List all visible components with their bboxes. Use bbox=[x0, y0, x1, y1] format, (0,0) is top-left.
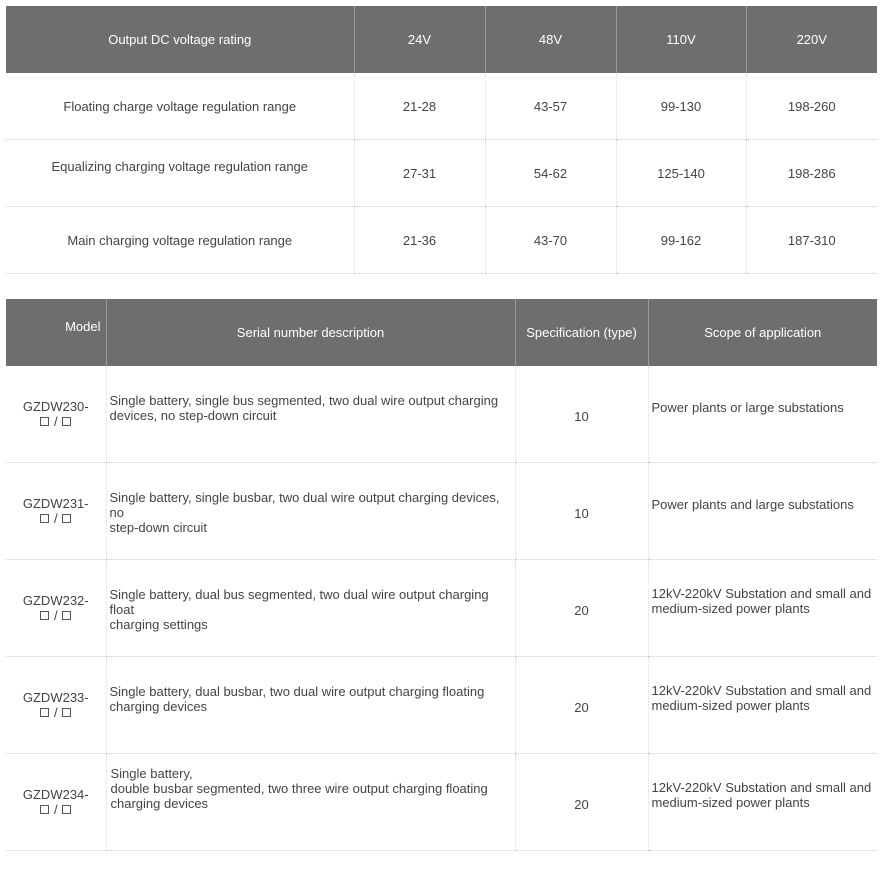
row-label: Main charging voltage regulation range bbox=[6, 207, 354, 274]
model-cell bbox=[6, 754, 106, 851]
model-separator: / bbox=[53, 511, 58, 526]
placeholder-box-icon bbox=[62, 417, 71, 426]
header-48v: 48V bbox=[485, 6, 616, 73]
voltage-rating-table bbox=[6, 6, 877, 274]
row-label: Floating charge voltage regulation range bbox=[6, 73, 354, 140]
table-row bbox=[6, 207, 877, 274]
table-row bbox=[6, 560, 877, 657]
scope-line: 12kV-220kV Substation and small and bbox=[651, 586, 872, 601]
description-line: double busbar segmented, two three wire output charging floating bbox=[110, 781, 488, 796]
placeholder-box-icon bbox=[62, 514, 71, 523]
model-table bbox=[6, 299, 877, 851]
header-specification: Specification (type) bbox=[515, 299, 648, 366]
cell-value: 43-70 bbox=[485, 207, 616, 274]
description-cell bbox=[106, 366, 515, 463]
cell-value: 99-162 bbox=[616, 207, 746, 274]
scope-line: Power plants and large substations bbox=[651, 497, 854, 512]
description-line: Single battery, single bus segmented, two dual wire output charging bbox=[109, 393, 499, 408]
description-line: Single battery, dual busbar, two dual wire output charging floating bbox=[109, 684, 485, 699]
cell-value: 99-130 bbox=[616, 73, 746, 140]
placeholder-box-icon bbox=[40, 417, 49, 426]
scope-cell bbox=[648, 754, 877, 851]
scope-line: medium-sized power plants bbox=[651, 698, 810, 713]
scope-line: medium-sized power plants bbox=[651, 795, 810, 810]
cell-value: 187-310 bbox=[746, 207, 877, 274]
spec-cell: 10 bbox=[515, 463, 648, 560]
description-line: Single battery, dual bus segmented, two dual wire output charging float bbox=[109, 587, 489, 617]
model-code: GZDW232- bbox=[22, 593, 89, 608]
voltage-table-header-row bbox=[6, 6, 877, 73]
cell-value: 198-286 bbox=[746, 140, 877, 207]
model-code: GZDW231- bbox=[22, 496, 89, 511]
header-serial-number-description: Serial number description bbox=[106, 299, 515, 366]
header-110v: 110V bbox=[616, 6, 746, 73]
scope-line: Power plants or large substations bbox=[651, 400, 844, 415]
model-cell bbox=[6, 463, 106, 560]
model-cell bbox=[6, 560, 106, 657]
spec-cell: 20 bbox=[515, 657, 648, 754]
scope-cell bbox=[648, 657, 877, 754]
description-cell bbox=[106, 657, 515, 754]
description-line: Single battery, bbox=[110, 766, 193, 781]
table-row bbox=[6, 140, 877, 207]
scope-line: 12kV-220kV Substation and small and bbox=[651, 683, 872, 698]
placeholder-box-icon bbox=[40, 514, 49, 523]
placeholder-box-icon bbox=[62, 805, 71, 814]
model-table-header-row bbox=[6, 299, 877, 366]
spec-cell: 10 bbox=[515, 366, 648, 463]
cell-value: 21-28 bbox=[354, 73, 485, 140]
model-separator: / bbox=[53, 802, 58, 817]
description-line: step-down circuit bbox=[109, 520, 208, 535]
description-cell bbox=[106, 463, 515, 560]
description-line: charging settings bbox=[109, 617, 208, 632]
table-row bbox=[6, 366, 877, 463]
scope-cell bbox=[648, 560, 877, 657]
spec-cell: 20 bbox=[515, 754, 648, 851]
header-24v: 24V bbox=[354, 6, 485, 73]
table-row bbox=[6, 657, 877, 754]
cell-value: 21-36 bbox=[354, 207, 485, 274]
cell-value: 125-140 bbox=[616, 140, 746, 207]
cell-value: 43-57 bbox=[485, 73, 616, 140]
model-separator: / bbox=[53, 608, 58, 623]
model-separator: / bbox=[53, 414, 58, 429]
header-scope-of-application: Scope of application bbox=[648, 299, 877, 366]
scope-line: medium-sized power plants bbox=[651, 601, 810, 616]
header-model: Model bbox=[6, 299, 106, 366]
cell-value: 54-62 bbox=[485, 140, 616, 207]
scope-cell bbox=[648, 463, 877, 560]
model-code: GZDW234- bbox=[22, 787, 89, 802]
model-code: GZDW233- bbox=[22, 690, 89, 705]
model-cell bbox=[6, 366, 106, 463]
model-code: GZDW230- bbox=[22, 399, 89, 414]
description-cell bbox=[106, 754, 515, 851]
placeholder-box-icon bbox=[40, 611, 49, 620]
spec-cell: 20 bbox=[515, 560, 648, 657]
description-cell bbox=[106, 560, 515, 657]
placeholder-box-icon bbox=[40, 805, 49, 814]
scope-line: 12kV-220kV Substation and small and bbox=[651, 780, 872, 795]
description-line: charging devices bbox=[110, 796, 209, 811]
table-row bbox=[6, 754, 877, 851]
placeholder-box-icon bbox=[62, 611, 71, 620]
cell-value: 27-31 bbox=[354, 140, 485, 207]
header-220v: 220V bbox=[746, 6, 877, 73]
scope-cell bbox=[648, 366, 877, 463]
description-line: devices, no step-down circuit bbox=[109, 408, 277, 423]
table-row bbox=[6, 73, 877, 140]
description-line: charging devices bbox=[109, 699, 208, 714]
placeholder-box-icon bbox=[62, 708, 71, 717]
cell-value: 198-260 bbox=[746, 73, 877, 140]
table-row bbox=[6, 463, 877, 560]
placeholder-box-icon bbox=[40, 708, 49, 717]
header-output-dc-voltage-rating: Output DC voltage rating bbox=[6, 6, 354, 73]
model-cell bbox=[6, 657, 106, 754]
model-separator: / bbox=[53, 705, 58, 720]
description-line: Single battery, single busbar, two dual wire output charging devices, no bbox=[109, 490, 500, 520]
row-label: Equalizing charging voltage regulation range bbox=[6, 140, 354, 207]
